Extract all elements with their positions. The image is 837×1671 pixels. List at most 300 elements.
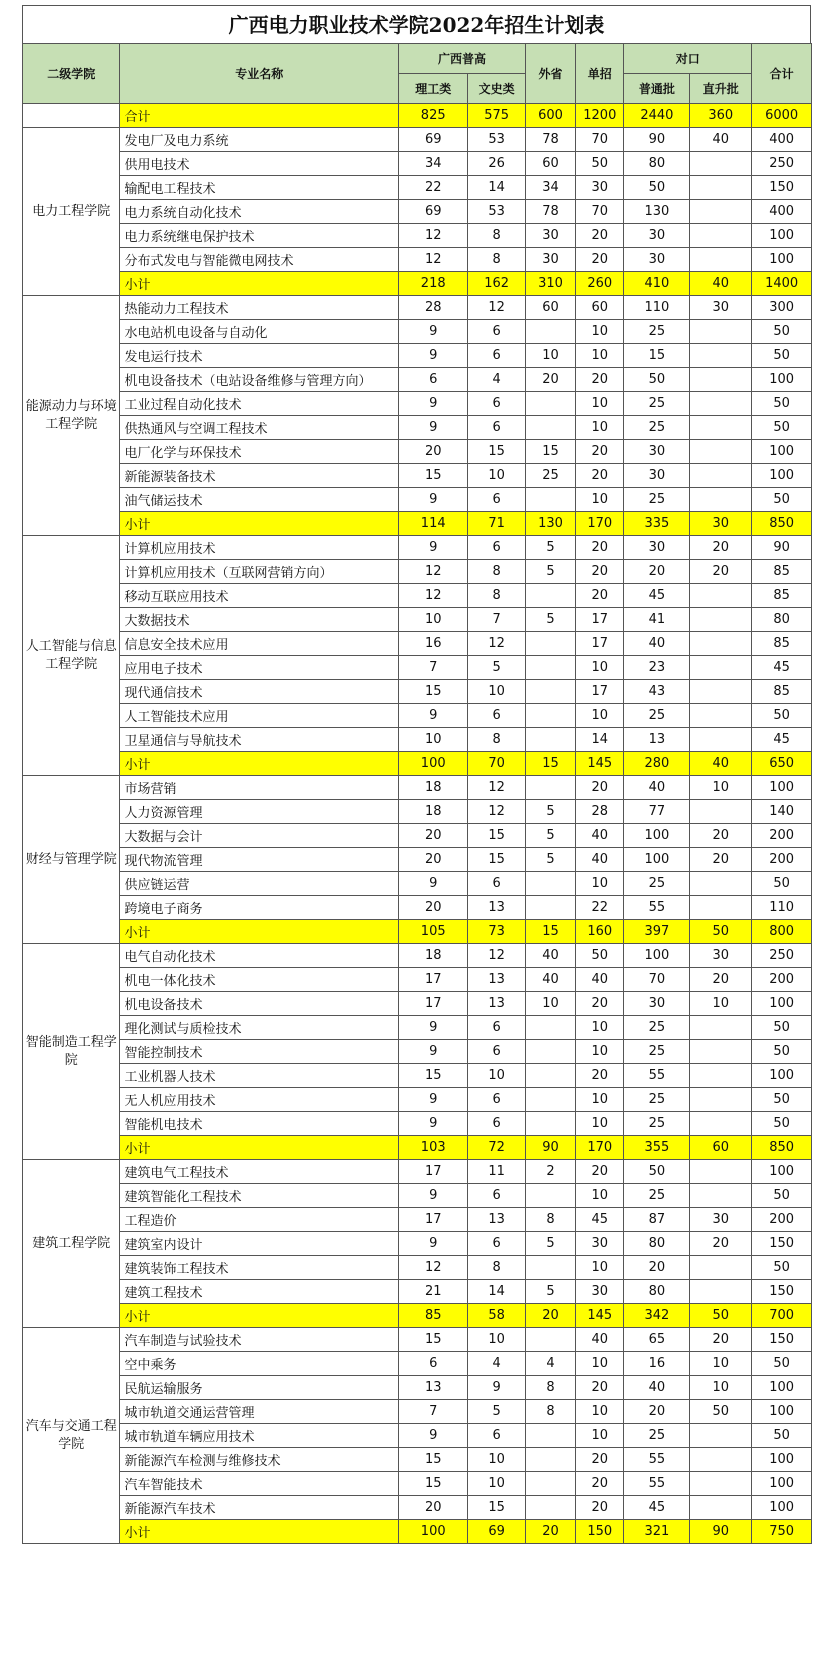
plan-value: 15: [468, 1496, 526, 1520]
plan-value: 110: [624, 296, 690, 320]
plan-value: 55: [624, 1448, 690, 1472]
table-row: [23, 944, 812, 968]
plan-value: 41: [624, 608, 690, 632]
plan-value: 16: [399, 632, 468, 656]
plan-value: 10: [399, 608, 468, 632]
subtotal-value: 40: [690, 752, 752, 776]
table-row: [23, 1472, 812, 1496]
subtotal-value: 310: [525, 272, 575, 296]
plan-value: 70: [624, 968, 690, 992]
subtotal-value: 70: [468, 752, 526, 776]
plan-value: [690, 368, 752, 392]
plan-value: 4: [468, 1352, 526, 1376]
subtotal-label: 小计: [120, 1304, 399, 1328]
plan-value: [690, 416, 752, 440]
plan-value: 40: [624, 776, 690, 800]
plan-value: 50: [752, 1424, 812, 1448]
plan-value: 13: [468, 896, 526, 920]
plan-value: 12: [468, 296, 526, 320]
plan-value: 20: [576, 776, 624, 800]
plan-value: 60: [525, 152, 575, 176]
table-row: [23, 992, 812, 1016]
table-row: [23, 368, 812, 392]
plan-value: 20: [576, 536, 624, 560]
major-name: 计算机应用技术（互联网营销方向）: [120, 560, 399, 584]
major-name: 城市轨道车辆应用技术: [120, 1424, 399, 1448]
plan-value: 100: [624, 944, 690, 968]
subtotal-value: 170: [576, 1136, 624, 1160]
plan-value: [690, 200, 752, 224]
plan-value: 13: [624, 728, 690, 752]
plan-value: 9: [399, 1424, 468, 1448]
plan-value: 80: [624, 1280, 690, 1304]
college-name: 财经与管理学院: [23, 776, 120, 944]
plan-value: [525, 1256, 575, 1280]
subtotal-value: 50: [690, 920, 752, 944]
table-row: [23, 1352, 812, 1376]
plan-value: [525, 1448, 575, 1472]
subtotal-value: 280: [624, 752, 690, 776]
plan-value: 8: [525, 1376, 575, 1400]
plan-value: [690, 872, 752, 896]
subtotal-value: 1400: [752, 272, 812, 296]
plan-value: 30: [576, 1280, 624, 1304]
plan-value: 30: [624, 224, 690, 248]
plan-value: 140: [752, 800, 812, 824]
major-name: 建筑工程技术: [120, 1280, 399, 1304]
plan-value: 50: [752, 416, 812, 440]
table-row: [23, 1328, 812, 1352]
plan-value: 100: [752, 1400, 812, 1424]
grand-total-value: 825: [399, 104, 468, 128]
college-name: 智能制造工程学院: [23, 944, 120, 1160]
plan-value: [690, 1424, 752, 1448]
plan-value: 20: [690, 824, 752, 848]
table-row: [23, 872, 812, 896]
plan-value: 50: [752, 1112, 812, 1136]
plan-value: 5: [525, 608, 575, 632]
plan-value: 20: [690, 536, 752, 560]
plan-value: 50: [624, 368, 690, 392]
plan-value: 150: [752, 1328, 812, 1352]
subtotal-value: 850: [752, 512, 812, 536]
plan-value: 6: [468, 392, 526, 416]
table-row: [23, 536, 812, 560]
plan-value: 40: [576, 968, 624, 992]
major-name: 建筑室内设计: [120, 1232, 399, 1256]
plan-value: [690, 632, 752, 656]
plan-value: 6: [468, 1016, 526, 1040]
plan-value: [690, 608, 752, 632]
plan-value: 43: [624, 680, 690, 704]
plan-value: 6: [468, 1424, 526, 1448]
plan-value: 15: [399, 1448, 468, 1472]
plan-value: 10: [468, 1448, 526, 1472]
plan-value: [690, 464, 752, 488]
subtotal-value: 410: [624, 272, 690, 296]
plan-value: 40: [525, 944, 575, 968]
plan-value: 10: [576, 488, 624, 512]
plan-value: 6: [468, 1184, 526, 1208]
plan-value: 100: [624, 824, 690, 848]
table-row: [23, 1040, 812, 1064]
plan-value: 10: [690, 1376, 752, 1400]
plan-value: 13: [468, 968, 526, 992]
subtotal-value: 650: [752, 752, 812, 776]
subtotal-value: 150: [576, 1520, 624, 1544]
plan-value: [690, 1112, 752, 1136]
subtotal-value: 700: [752, 1304, 812, 1328]
plan-value: 13: [399, 1376, 468, 1400]
plan-value: 10: [576, 392, 624, 416]
table-row: [23, 896, 812, 920]
plan-value: 12: [399, 248, 468, 272]
plan-value: 18: [399, 944, 468, 968]
header-single: 单招: [576, 44, 624, 104]
major-name: 供应链运营: [120, 872, 399, 896]
table-row: [23, 200, 812, 224]
plan-value: 5: [525, 800, 575, 824]
subtotal-value: 321: [624, 1520, 690, 1544]
plan-value: 100: [752, 776, 812, 800]
plan-value: 10: [468, 680, 526, 704]
plan-value: 78: [525, 200, 575, 224]
table-row: [23, 176, 812, 200]
plan-value: 10: [576, 656, 624, 680]
plan-value: 17: [576, 632, 624, 656]
plan-value: 30: [624, 440, 690, 464]
major-name: 市场营销: [120, 776, 399, 800]
table-row: [23, 488, 812, 512]
plan-value: [690, 1040, 752, 1064]
major-name: 智能机电技术: [120, 1112, 399, 1136]
plan-value: 30: [624, 464, 690, 488]
plan-value: 20: [690, 560, 752, 584]
plan-value: 100: [752, 1472, 812, 1496]
table-row: [23, 1256, 812, 1280]
subtotal-label: 小计: [120, 752, 399, 776]
grand-total-row: [23, 104, 812, 128]
plan-value: 30: [690, 296, 752, 320]
plan-value: 85: [752, 632, 812, 656]
college-name: 汽车与交通工程学院: [23, 1328, 120, 1544]
plan-value: 45: [576, 1208, 624, 1232]
plan-value: 6: [468, 1088, 526, 1112]
plan-value: 9: [399, 344, 468, 368]
major-name: 跨境电子商务: [120, 896, 399, 920]
plan-value: 20: [576, 1448, 624, 1472]
plan-value: 28: [576, 800, 624, 824]
major-name: 卫星通信与导航技术: [120, 728, 399, 752]
plan-value: [525, 680, 575, 704]
table-row: [23, 1448, 812, 1472]
plan-value: 5: [468, 656, 526, 680]
header-total: 合计: [752, 44, 812, 104]
plan-value: 17: [399, 1208, 468, 1232]
plan-value: [525, 1328, 575, 1352]
plan-value: [525, 1088, 575, 1112]
plan-value: 40: [525, 968, 575, 992]
plan-value: 9: [399, 872, 468, 896]
grand-total-value: 6000: [752, 104, 812, 128]
plan-value: [525, 1112, 575, 1136]
major-name: 人工智能技术应用: [120, 704, 399, 728]
table-row: [23, 320, 812, 344]
subtotal-value: 50: [690, 1304, 752, 1328]
plan-value: 100: [752, 248, 812, 272]
plan-value: 20: [399, 1496, 468, 1520]
plan-value: 60: [525, 296, 575, 320]
plan-value: [525, 1016, 575, 1040]
plan-value: 5: [525, 824, 575, 848]
plan-value: 20: [399, 824, 468, 848]
major-name: 机电一体化技术: [120, 968, 399, 992]
plan-value: 10: [576, 416, 624, 440]
plan-value: 34: [399, 152, 468, 176]
table-row: [23, 560, 812, 584]
plan-value: 12: [399, 584, 468, 608]
table-row: [23, 1064, 812, 1088]
subtotal-label: 小计: [120, 1520, 399, 1544]
major-name: 空中乘务: [120, 1352, 399, 1376]
table-row: [23, 152, 812, 176]
plan-value: [690, 1496, 752, 1520]
table-row: [23, 1088, 812, 1112]
plan-value: [525, 416, 575, 440]
subtotal-value: 90: [525, 1136, 575, 1160]
plan-value: 5: [525, 1280, 575, 1304]
plan-value: 45: [624, 1496, 690, 1520]
grand-total-value: 600: [525, 104, 575, 128]
header-outside: 外省: [525, 44, 575, 104]
plan-value: 6: [468, 1112, 526, 1136]
plan-value: 40: [624, 632, 690, 656]
plan-value: 20: [576, 584, 624, 608]
plan-value: 200: [752, 848, 812, 872]
plan-value: 6: [468, 320, 526, 344]
plan-value: [525, 872, 575, 896]
table-row: [23, 656, 812, 680]
major-name: 分布式发电与智能微电网技术: [120, 248, 399, 272]
plan-value: 50: [752, 704, 812, 728]
subtotal-row: [23, 272, 812, 296]
plan-value: 25: [624, 320, 690, 344]
subtotal-value: 260: [576, 272, 624, 296]
plan-value: 30: [576, 176, 624, 200]
plan-value: 20: [576, 368, 624, 392]
subtotal-label: 小计: [120, 1136, 399, 1160]
plan-value: 25: [624, 1424, 690, 1448]
plan-value: 10: [576, 1040, 624, 1064]
plan-value: [690, 704, 752, 728]
major-name: 人力资源管理: [120, 800, 399, 824]
major-name: 电力系统自动化技术: [120, 200, 399, 224]
plan-value: [690, 680, 752, 704]
plan-value: 45: [624, 584, 690, 608]
enrollment-plan-sheet: [22, 5, 812, 1544]
plan-value: 40: [576, 1328, 624, 1352]
plan-value: [690, 224, 752, 248]
plan-value: 23: [624, 656, 690, 680]
plan-value: 15: [399, 680, 468, 704]
plan-value: 9: [399, 704, 468, 728]
plan-value: 100: [752, 440, 812, 464]
plan-value: 10: [576, 1112, 624, 1136]
subtotal-value: 85: [399, 1304, 468, 1328]
major-name: 信息安全技术应用: [120, 632, 399, 656]
college-name: 电力工程学院: [23, 128, 120, 296]
plan-value: 15: [468, 848, 526, 872]
table-row: [23, 584, 812, 608]
table-row: [23, 1184, 812, 1208]
plan-value: 4: [468, 368, 526, 392]
plan-value: 10: [576, 704, 624, 728]
plan-value: 8: [468, 224, 526, 248]
plan-value: 55: [624, 1472, 690, 1496]
plan-value: 5: [468, 1400, 526, 1424]
plan-value: 200: [752, 824, 812, 848]
plan-value: 50: [752, 320, 812, 344]
table-row: [23, 1232, 812, 1256]
table-row: [23, 296, 812, 320]
plan-value: 13: [468, 1208, 526, 1232]
subtotal-value: 160: [576, 920, 624, 944]
header-major: 专业名称: [120, 44, 399, 104]
header-duikou: 对口: [624, 44, 752, 74]
plan-value: 15: [399, 1064, 468, 1088]
major-name: 建筑电气工程技术: [120, 1160, 399, 1184]
plan-value: 20: [576, 1064, 624, 1088]
plan-value: 20: [624, 560, 690, 584]
major-name: 建筑装饰工程技术: [120, 1256, 399, 1280]
plan-value: 9: [399, 1184, 468, 1208]
plan-value: 17: [399, 1160, 468, 1184]
subtotal-value: 20: [525, 1304, 575, 1328]
plan-value: [690, 896, 752, 920]
plan-value: 10: [468, 1328, 526, 1352]
table-row: [23, 848, 812, 872]
plan-value: [525, 320, 575, 344]
grand-total-label: 合计: [120, 104, 399, 128]
subtotal-value: 15: [525, 752, 575, 776]
table-row: [23, 704, 812, 728]
major-name: 现代通信技术: [120, 680, 399, 704]
plan-value: 20: [690, 848, 752, 872]
plan-value: 5: [525, 848, 575, 872]
plan-value: 8: [468, 560, 526, 584]
plan-value: 14: [468, 176, 526, 200]
plan-value: 9: [399, 1232, 468, 1256]
plan-value: 12: [399, 1256, 468, 1280]
plan-value: 300: [752, 296, 812, 320]
enrollment-plan-table: [22, 43, 812, 1544]
plan-value: [525, 704, 575, 728]
table-row: [23, 1400, 812, 1424]
plan-value: 80: [752, 608, 812, 632]
plan-value: 50: [690, 1400, 752, 1424]
plan-value: [690, 728, 752, 752]
table-row: [23, 1016, 812, 1040]
header-arts: 文史类: [468, 74, 526, 104]
plan-value: 53: [468, 200, 526, 224]
plan-value: 5: [525, 536, 575, 560]
subtotal-value: 170: [576, 512, 624, 536]
plan-value: 20: [576, 1376, 624, 1400]
subtotal-label: 小计: [120, 272, 399, 296]
plan-value: 6: [468, 1232, 526, 1256]
table-row: [23, 1208, 812, 1232]
table-row: [23, 1424, 812, 1448]
plan-value: 20: [576, 224, 624, 248]
plan-value: 26: [468, 152, 526, 176]
plan-value: 40: [576, 848, 624, 872]
plan-value: 20: [624, 1256, 690, 1280]
plan-value: 10: [525, 344, 575, 368]
plan-value: 80: [624, 152, 690, 176]
plan-value: 30: [525, 224, 575, 248]
plan-value: 50: [752, 1184, 812, 1208]
plan-value: 15: [468, 824, 526, 848]
grand-total-value: 575: [468, 104, 526, 128]
plan-value: 15: [525, 440, 575, 464]
subtotal-value: 105: [399, 920, 468, 944]
plan-value: 34: [525, 176, 575, 200]
plan-value: 10: [690, 1352, 752, 1376]
plan-value: [690, 1280, 752, 1304]
plan-value: 6: [468, 1040, 526, 1064]
college-name: 能源动力与环境工程学院: [23, 296, 120, 536]
plan-value: 28: [399, 296, 468, 320]
plan-value: 87: [624, 1208, 690, 1232]
plan-value: 9: [399, 392, 468, 416]
plan-value: 50: [752, 392, 812, 416]
subtotal-value: 100: [399, 1520, 468, 1544]
major-name: 热能动力工程技术: [120, 296, 399, 320]
plan-value: 9: [399, 488, 468, 512]
plan-value: [690, 1016, 752, 1040]
plan-value: 250: [752, 944, 812, 968]
plan-value: 17: [399, 968, 468, 992]
table-row: [23, 728, 812, 752]
plan-value: [525, 632, 575, 656]
plan-value: [525, 488, 575, 512]
plan-value: 9: [399, 1040, 468, 1064]
major-name: 水电站机电设备与自动化: [120, 320, 399, 344]
header-normal: 普通批: [624, 74, 690, 104]
table-row: [23, 1280, 812, 1304]
plan-value: [525, 776, 575, 800]
plan-value: [690, 1160, 752, 1184]
plan-value: [690, 320, 752, 344]
plan-value: 14: [576, 728, 624, 752]
plan-value: 10: [468, 1472, 526, 1496]
plan-value: 13: [468, 992, 526, 1016]
plan-value: 78: [525, 128, 575, 152]
plan-value: 10: [576, 1184, 624, 1208]
plan-value: 8: [525, 1400, 575, 1424]
major-name: 智能控制技术: [120, 1040, 399, 1064]
plan-value: 15: [399, 1472, 468, 1496]
plan-value: 12: [468, 800, 526, 824]
plan-value: 25: [624, 1112, 690, 1136]
subtotal-value: 355: [624, 1136, 690, 1160]
major-name: 城市轨道交通运营管理: [120, 1400, 399, 1424]
subtotal-value: 397: [624, 920, 690, 944]
subtotal-value: 750: [752, 1520, 812, 1544]
plan-value: 9: [399, 320, 468, 344]
major-name: 发电运行技术: [120, 344, 399, 368]
subtotal-value: 71: [468, 512, 526, 536]
